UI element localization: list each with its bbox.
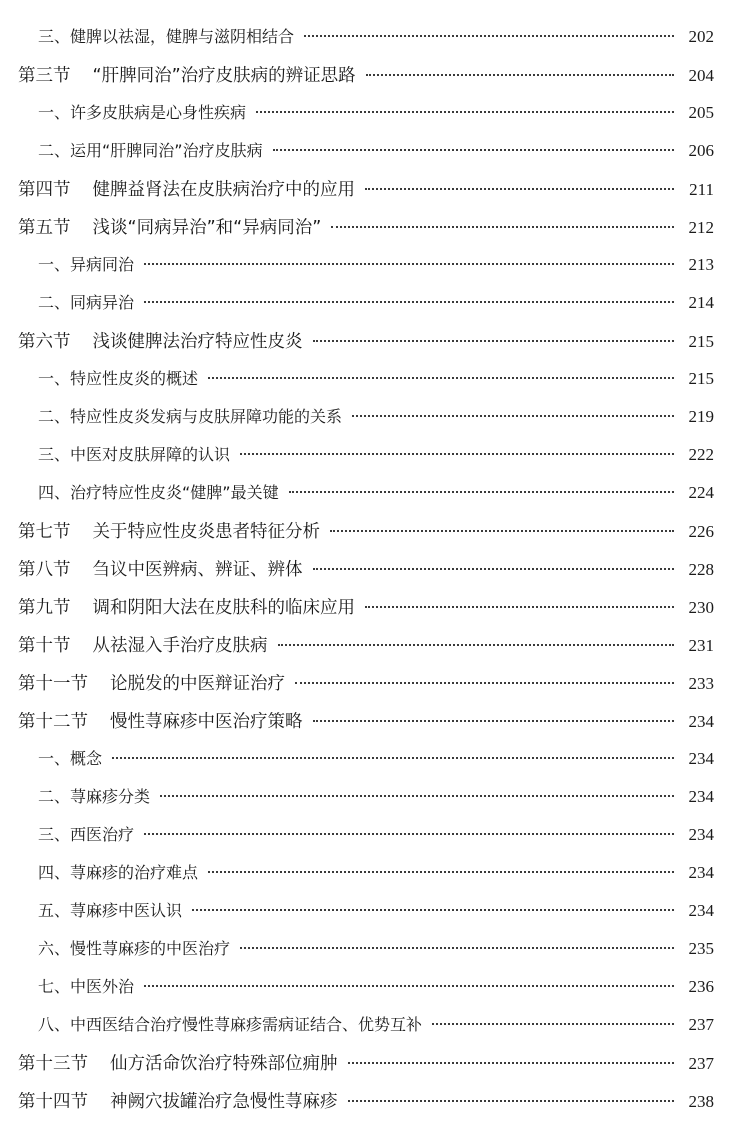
- table-of-contents: [0, 24, 730, 1126]
- toc-subsection-entry[interactable]: [0, 252, 730, 290]
- toc-entry-page-number: 206: [688, 141, 714, 160]
- toc-entry-page-number: 234: [688, 749, 714, 768]
- toc-dot-leader: [330, 530, 674, 532]
- toc-section-entry[interactable]: [0, 670, 730, 708]
- toc-section-entry[interactable]: [0, 708, 730, 746]
- toc-subsection-entry[interactable]: [0, 784, 730, 822]
- toc-entry-number: 五、: [38, 901, 71, 920]
- toc-entry-number: 第九节: [18, 598, 71, 618]
- toc-subsection-entry[interactable]: [0, 138, 730, 176]
- toc-entry-page-number: 219: [688, 407, 714, 426]
- toc-section-entry[interactable]: [0, 214, 730, 252]
- toc-entry-title: 浅谈“同病异治”和“异病同治”: [92, 218, 322, 238]
- toc-dot-leader: [192, 909, 674, 911]
- toc-entry-page-number: 237: [688, 1054, 714, 1073]
- toc-subsection-entry[interactable]: [0, 898, 730, 936]
- toc-section-entry[interactable]: [0, 518, 730, 556]
- toc-entry-number: 四、: [38, 483, 71, 502]
- toc-entry-page-number: 237: [688, 1015, 714, 1034]
- toc-entry-number: 七、: [38, 977, 71, 996]
- toc-entry-number: 第十三节: [18, 1054, 88, 1074]
- toc-dot-leader: [432, 1023, 674, 1025]
- toc-entry-title: 同病异治: [70, 293, 135, 312]
- toc-subsection-entry[interactable]: [0, 974, 730, 1012]
- toc-subsection-entry[interactable]: [0, 442, 730, 480]
- toc-subsection-entry[interactable]: [0, 746, 730, 784]
- toc-entry-title: 特应性皮炎发病与皮肤屏障功能的关系: [70, 407, 343, 426]
- toc-dot-leader: [366, 74, 674, 76]
- toc-subsection-entry[interactable]: [0, 936, 730, 974]
- toc-entry-number: 第五节: [18, 218, 71, 238]
- toc-dot-leader: [348, 1100, 675, 1102]
- toc-entry-page-number: 215: [688, 332, 714, 351]
- toc-entry-page-number: 234: [688, 787, 714, 806]
- toc-entry-number: 第七节: [18, 522, 71, 542]
- toc-dot-leader: [365, 188, 674, 190]
- toc-entry-page-number: 238: [688, 1092, 714, 1111]
- toc-section-entry[interactable]: [0, 176, 730, 214]
- toc-entry-number: 二、: [38, 293, 71, 312]
- toc-dot-leader: [144, 301, 674, 303]
- toc-entry-page-number: 212: [688, 218, 714, 237]
- toc-dot-leader: [313, 340, 675, 342]
- toc-entry-page-number: 234: [688, 825, 714, 844]
- toc-entry-page-number: 234: [688, 712, 714, 731]
- toc-entry-title: 慢性荨麻疹的中医治疗: [70, 939, 231, 958]
- toc-dot-leader: [304, 35, 674, 37]
- toc-entry-title: 中医对皮肤屏障的认识: [70, 445, 231, 464]
- toc-entry-page-number: 204: [688, 66, 714, 85]
- toc-entry-page-number: 231: [688, 636, 714, 655]
- toc-entry-page-number: 234: [688, 863, 714, 882]
- toc-entry-page-number: 213: [688, 255, 714, 274]
- toc-dot-leader: [240, 947, 674, 949]
- toc-entry-page-number: 222: [688, 445, 714, 464]
- toc-entry-title: 神阙穴拔罐治疗急慢性荨麻疹: [110, 1092, 338, 1112]
- toc-entry-number: 第十节: [18, 636, 71, 656]
- toc-entry-title: 中西医结合治疗慢性荨麻疹需病证结合、优势互补: [70, 1015, 423, 1034]
- toc-entry-number: 第十四节: [18, 1092, 88, 1112]
- toc-entry-page-number: 235: [688, 939, 714, 958]
- toc-entry-page-number: 224: [688, 483, 714, 502]
- toc-entry-number: 六、: [38, 939, 71, 958]
- toc-entry-title: 仙方活命饮治疗特殊部位痈肿: [110, 1054, 338, 1074]
- toc-entry-number: 二、: [38, 787, 71, 806]
- toc-subsection-entry[interactable]: [0, 290, 730, 328]
- toc-entry-title: 荨麻疹中医认识: [70, 901, 183, 920]
- toc-dot-leader: [240, 453, 674, 455]
- toc-entry-number: 一、: [38, 369, 71, 388]
- toc-entry-number: 三、: [38, 27, 71, 46]
- toc-entry-page-number: 205: [688, 103, 714, 122]
- toc-entry-title: 荨麻疹分类: [70, 787, 151, 806]
- toc-dot-leader: [144, 985, 674, 987]
- toc-dot-leader: [256, 111, 674, 113]
- toc-subsection-entry[interactable]: [0, 1012, 730, 1050]
- toc-entry-number: 第八节: [18, 560, 71, 580]
- toc-entry-title: 健脾益肾法在皮肤病治疗中的应用: [92, 180, 355, 200]
- toc-entry-title: 许多皮肤病是心身性疾病: [70, 103, 247, 122]
- toc-entry-title: 中医外治: [70, 977, 135, 996]
- toc-subsection-entry[interactable]: [0, 822, 730, 860]
- toc-entry-title: 概念: [70, 749, 103, 768]
- toc-dot-leader: [160, 795, 674, 797]
- toc-entry-page-number: 215: [688, 369, 714, 388]
- toc-entry-title: 关于特应性皮炎患者特征分析: [92, 522, 320, 542]
- toc-entry-page-number: 234: [688, 901, 714, 920]
- toc-section-entry[interactable]: [0, 632, 730, 670]
- toc-entry-title: 慢性荨麻疹中医治疗策略: [110, 712, 303, 732]
- toc-section-entry[interactable]: [0, 328, 730, 366]
- toc-dot-leader: [144, 833, 674, 835]
- toc-entry-title: 健脾以祛湿，健脾与滋阴相结合: [70, 27, 295, 46]
- toc-section-entry[interactable]: [0, 556, 730, 594]
- toc-entry-page-number: 202: [688, 27, 714, 46]
- toc-dot-leader: [313, 568, 675, 570]
- toc-entry-title: 异病同治: [70, 255, 135, 274]
- toc-section-entry[interactable]: [0, 62, 730, 100]
- toc-entry-number: 一、: [38, 103, 71, 122]
- toc-dot-leader: [365, 606, 674, 608]
- toc-dot-leader: [278, 644, 675, 646]
- toc-entry-page-number: 230: [688, 598, 714, 617]
- toc-dot-leader: [208, 871, 674, 873]
- toc-subsection-entry[interactable]: [0, 860, 730, 898]
- toc-dot-leader: [352, 415, 674, 417]
- toc-dot-leader: [273, 149, 674, 151]
- toc-subsection-entry[interactable]: [0, 480, 730, 518]
- toc-entry-title: 荨麻疹的治疗难点: [70, 863, 199, 882]
- toc-dot-leader: [208, 377, 674, 379]
- toc-entry-title: 运用“肝脾同治”治疗皮肤病: [70, 141, 263, 160]
- toc-dot-leader: [144, 263, 674, 265]
- toc-entry-title: 调和阴阳大法在皮肤科的临床应用: [92, 598, 355, 618]
- toc-entry-number: 二、: [38, 141, 71, 160]
- toc-section-entry[interactable]: [0, 1088, 730, 1126]
- toc-entry-page-number: 233: [688, 674, 714, 693]
- toc-dot-leader: [112, 757, 674, 759]
- toc-dot-leader: [313, 720, 675, 722]
- toc-entry-number: 第六节: [18, 332, 71, 352]
- toc-dot-leader: [331, 226, 674, 228]
- toc-subsection-entry[interactable]: [0, 24, 730, 62]
- toc-entry-title: 从祛湿入手治疗皮肤病: [92, 636, 268, 656]
- toc-dot-leader: [289, 491, 674, 493]
- toc-section-entry[interactable]: [0, 1050, 730, 1088]
- toc-entry-number: 二、: [38, 407, 71, 426]
- toc-entry-title: 西医治疗: [70, 825, 135, 844]
- toc-entry-page-number: 214: [688, 293, 714, 312]
- toc-entry-title: 治疗特应性皮炎“健脾”最关键: [70, 483, 279, 502]
- toc-entry-number: 一、: [38, 255, 71, 274]
- toc-entry-number: 八、: [38, 1015, 71, 1034]
- toc-entry-title: 特应性皮炎的概述: [70, 369, 199, 388]
- toc-entry-page-number: 211: [689, 180, 714, 199]
- toc-dot-leader: [295, 682, 674, 684]
- toc-entry-number: 三、: [38, 445, 71, 464]
- toc-entry-number: 第十二节: [18, 712, 88, 732]
- toc-entry-number: 一、: [38, 749, 71, 768]
- toc-entry-number: 第四节: [18, 180, 71, 200]
- toc-subsection-entry[interactable]: [0, 366, 730, 404]
- toc-dot-leader: [348, 1062, 675, 1064]
- toc-subsection-entry[interactable]: [0, 100, 730, 138]
- toc-entry-title: 浅谈健脾法治疗特应性皮炎: [92, 332, 303, 352]
- toc-entry-title: 刍议中医辨病、辨证、辨体: [92, 560, 303, 580]
- toc-subsection-entry[interactable]: [0, 404, 730, 442]
- toc-section-entry[interactable]: [0, 594, 730, 632]
- toc-entry-number: 三、: [38, 825, 71, 844]
- toc-entry-number: 第十一节: [18, 674, 88, 694]
- toc-entry-title: 论脱发的中医辩证治疗: [110, 674, 285, 694]
- toc-entry-page-number: 226: [688, 522, 714, 541]
- toc-entry-number: 第三节: [18, 66, 71, 86]
- toc-entry-title: “肝脾同治”治疗皮肤病的辨证思路: [92, 66, 356, 86]
- toc-entry-number: 四、: [38, 863, 71, 882]
- toc-entry-page-number: 236: [688, 977, 714, 996]
- toc-entry-page-number: 228: [688, 560, 714, 579]
